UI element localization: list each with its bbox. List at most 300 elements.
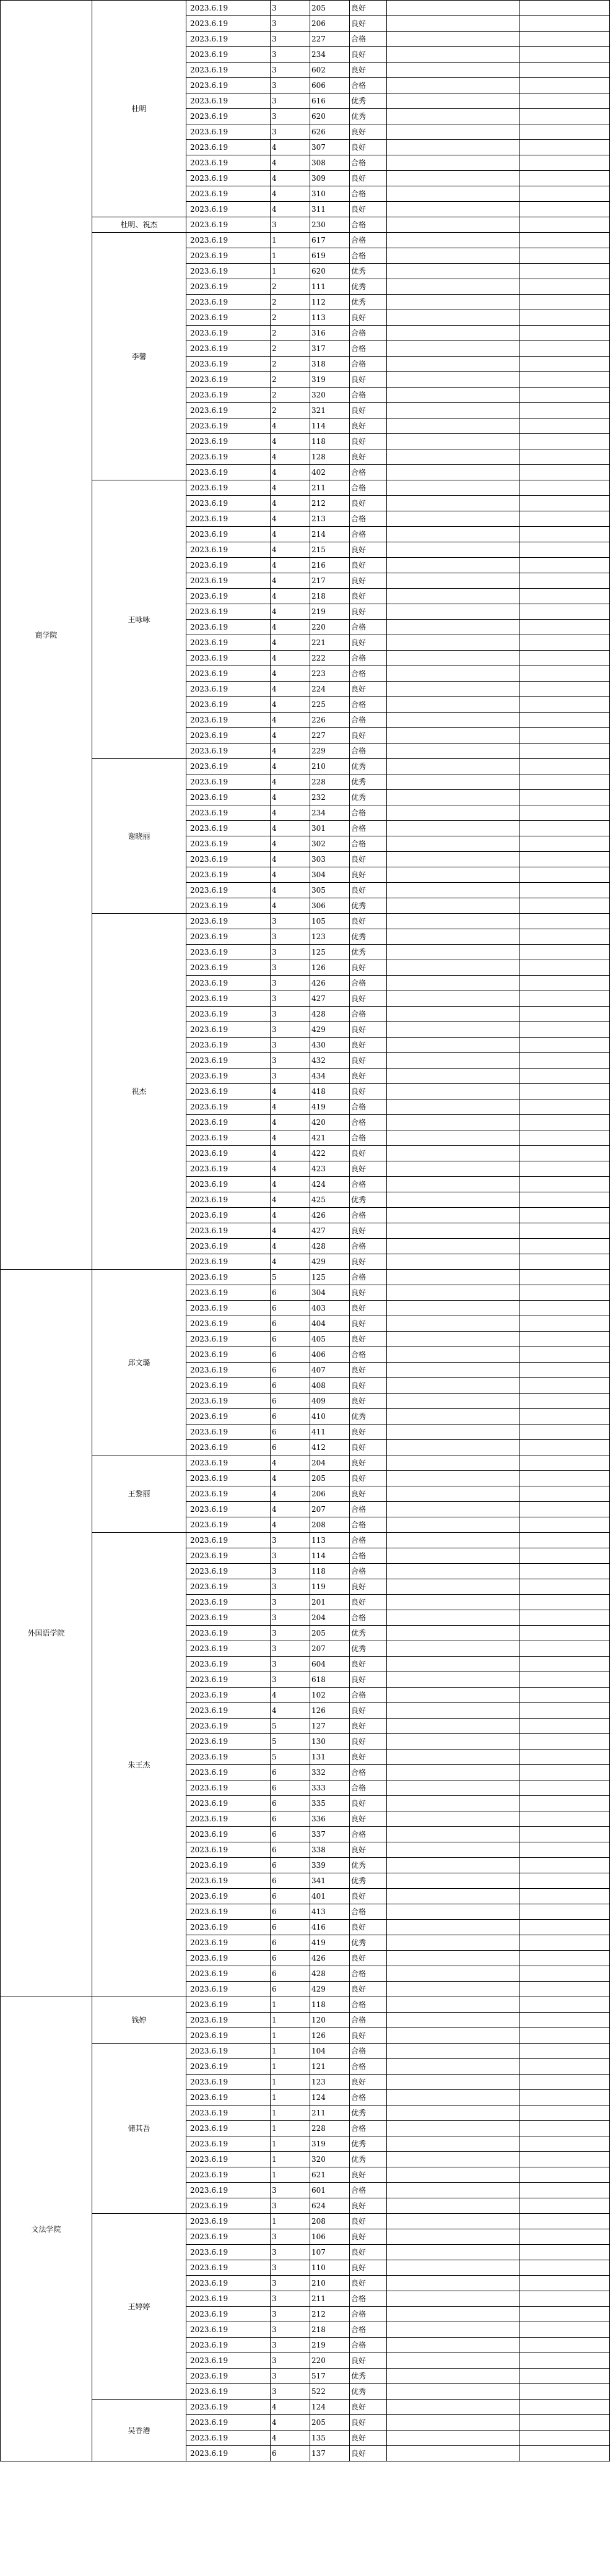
empty-cell — [387, 960, 520, 976]
rating-cell: 良好 — [350, 991, 387, 1007]
room-cell: 406 — [310, 1347, 350, 1363]
room-cell: 428 — [310, 1239, 350, 1254]
room-cell: 210 — [310, 759, 350, 774]
empty-cell — [520, 1935, 610, 1951]
date-cell: 2023.6.19 — [186, 1332, 271, 1347]
empty-cell — [520, 434, 610, 449]
date-cell: 2023.6.19 — [186, 1285, 271, 1301]
empty-cell — [387, 1889, 520, 1904]
class-period-cell: 4 — [271, 898, 310, 914]
empty-cell — [520, 1626, 610, 1641]
date-cell: 2023.6.19 — [186, 434, 271, 449]
class-period-cell: 6 — [271, 1811, 310, 1827]
rating-cell: 合格 — [350, 527, 387, 542]
class-period-cell: 6 — [271, 1363, 310, 1378]
date-cell: 2023.6.19 — [186, 1811, 271, 1827]
date-cell: 2023.6.19 — [186, 1750, 271, 1765]
empty-cell — [387, 2229, 520, 2245]
room-cell: 110 — [310, 2260, 350, 2276]
room-cell: 119 — [310, 1579, 350, 1595]
date-cell: 2023.6.19 — [186, 1038, 271, 1053]
date-cell: 2023.6.19 — [186, 1579, 271, 1595]
rating-cell: 良好 — [350, 1595, 387, 1610]
date-cell: 2023.6.19 — [186, 1053, 271, 1069]
empty-cell — [387, 449, 520, 465]
rating-cell: 合格 — [350, 1827, 387, 1842]
date-cell: 2023.6.19 — [186, 1935, 271, 1951]
date-cell: 2023.6.19 — [186, 1208, 271, 1223]
class-period-cell: 4 — [271, 2415, 310, 2431]
table-row — [1, 2400, 610, 2415]
class-period-cell: 3 — [271, 16, 310, 32]
empty-cell — [520, 1301, 610, 1316]
empty-cell — [387, 124, 520, 140]
rating-cell: 合格 — [350, 357, 387, 372]
empty-cell — [387, 2446, 520, 2461]
empty-cell — [387, 1, 520, 16]
date-cell: 2023.6.19 — [186, 310, 271, 326]
empty-cell — [520, 1007, 610, 1022]
date-cell: 2023.6.19 — [186, 744, 271, 759]
empty-cell — [520, 2307, 610, 2322]
room-cell: 420 — [310, 1115, 350, 1130]
class-period-cell: 4 — [271, 1099, 310, 1115]
rating-cell: 良好 — [350, 1486, 387, 1502]
empty-cell — [387, 1115, 520, 1130]
rating-cell: 合格 — [350, 2090, 387, 2105]
room-cell: 316 — [310, 326, 350, 341]
empty-cell — [387, 604, 520, 620]
rating-cell: 良好 — [350, 1657, 387, 1672]
empty-cell — [387, 1688, 520, 1703]
date-cell: 2023.6.19 — [186, 1394, 271, 1409]
rating-cell: 良好 — [350, 403, 387, 418]
empty-cell — [520, 1780, 610, 1796]
class-period-cell: 3 — [271, 78, 310, 93]
empty-cell — [520, 248, 610, 264]
room-cell: 301 — [310, 821, 350, 836]
empty-cell — [387, 589, 520, 604]
teacher-cell: 李馨 — [92, 233, 186, 480]
table-row — [1, 2044, 610, 2059]
date-cell: 2023.6.19 — [186, 1564, 271, 1579]
date-cell: 2023.6.19 — [186, 202, 271, 217]
empty-cell — [520, 1208, 610, 1223]
empty-cell — [520, 1811, 610, 1827]
room-cell: 336 — [310, 1811, 350, 1827]
empty-cell — [387, 233, 520, 248]
rating-cell: 良好 — [350, 1254, 387, 1270]
class-period-cell: 6 — [271, 1858, 310, 1873]
empty-cell — [387, 2415, 520, 2431]
rating-cell: 良好 — [350, 1719, 387, 1734]
empty-cell — [387, 1734, 520, 1750]
empty-cell — [387, 1130, 520, 1146]
rating-cell: 合格 — [350, 1688, 387, 1703]
empty-cell — [387, 1239, 520, 1254]
empty-cell — [387, 434, 520, 449]
empty-cell — [387, 914, 520, 929]
date-cell: 2023.6.19 — [186, 1316, 271, 1332]
rating-cell: 合格 — [350, 1130, 387, 1146]
date-cell: 2023.6.19 — [186, 774, 271, 790]
class-period-cell: 3 — [271, 945, 310, 960]
empty-cell — [520, 2136, 610, 2152]
empty-cell — [520, 1765, 610, 1780]
empty-cell — [520, 2214, 610, 2229]
rating-cell: 优秀 — [350, 109, 387, 124]
empty-cell — [520, 542, 610, 558]
empty-cell — [520, 1069, 610, 1084]
empty-cell — [387, 63, 520, 78]
empty-cell — [387, 1997, 520, 2013]
empty-cell — [520, 341, 610, 357]
room-cell: 208 — [310, 2214, 350, 2229]
empty-cell — [520, 1223, 610, 1239]
rating-cell: 良好 — [350, 434, 387, 449]
class-period-cell: 2 — [271, 388, 310, 403]
empty-cell — [520, 279, 610, 295]
empty-cell — [520, 2183, 610, 2198]
date-cell: 2023.6.19 — [186, 1502, 271, 1517]
school-cell: 商学院 — [1, 1, 92, 1270]
empty-cell — [520, 852, 610, 867]
class-period-cell: 5 — [271, 1750, 310, 1765]
empty-cell — [387, 1440, 520, 1455]
empty-cell — [387, 1208, 520, 1223]
empty-cell — [520, 774, 610, 790]
empty-cell — [387, 2167, 520, 2183]
class-period-cell: 6 — [271, 1347, 310, 1363]
empty-cell — [520, 1332, 610, 1347]
date-cell: 2023.6.19 — [186, 2245, 271, 2260]
empty-cell — [387, 1533, 520, 1548]
rating-cell: 良好 — [350, 558, 387, 573]
empty-cell — [520, 372, 610, 388]
room-cell: 332 — [310, 1765, 350, 1780]
empty-cell — [387, 1873, 520, 1889]
room-cell: 126 — [310, 960, 350, 976]
rating-cell: 良好 — [350, 1920, 387, 1935]
empty-cell — [387, 821, 520, 836]
empty-cell — [520, 1842, 610, 1858]
empty-cell — [387, 1223, 520, 1239]
class-period-cell: 3 — [271, 1610, 310, 1626]
class-period-cell: 4 — [271, 620, 310, 635]
date-cell: 2023.6.19 — [186, 1146, 271, 1161]
date-cell: 2023.6.19 — [186, 666, 271, 682]
room-cell: 626 — [310, 124, 350, 140]
room-cell: 219 — [310, 604, 350, 620]
empty-cell — [387, 805, 520, 821]
room-cell: 620 — [310, 264, 350, 279]
room-cell: 426 — [310, 976, 350, 991]
date-cell: 2023.6.19 — [186, 1626, 271, 1641]
date-cell: 2023.6.19 — [186, 2183, 271, 2198]
room-cell: 102 — [310, 1688, 350, 1703]
room-cell: 112 — [310, 295, 350, 310]
empty-cell — [387, 1316, 520, 1332]
rating-cell: 合格 — [350, 2338, 387, 2353]
class-period-cell: 6 — [271, 1765, 310, 1780]
empty-cell — [520, 1657, 610, 1672]
room-cell: 430 — [310, 1038, 350, 1053]
rating-cell: 合格 — [350, 155, 387, 171]
empty-cell — [387, 2136, 520, 2152]
class-period-cell: 4 — [271, 2400, 310, 2415]
empty-cell — [520, 1502, 610, 1517]
class-period-cell: 4 — [271, 527, 310, 542]
class-period-cell: 2 — [271, 372, 310, 388]
rating-cell: 良好 — [350, 171, 387, 186]
rating-cell: 优秀 — [350, 1858, 387, 1873]
room-cell: 621 — [310, 2167, 350, 2183]
date-cell: 2023.6.19 — [186, 1920, 271, 1935]
room-cell: 211 — [310, 480, 350, 496]
rating-cell: 良好 — [350, 1889, 387, 1904]
room-cell: 212 — [310, 2307, 350, 2322]
room-cell: 216 — [310, 558, 350, 573]
class-period-cell: 3 — [271, 217, 310, 233]
empty-cell — [387, 1920, 520, 1935]
room-cell: 424 — [310, 1177, 350, 1192]
rating-cell: 良好 — [350, 496, 387, 511]
date-cell: 2023.6.19 — [186, 1889, 271, 1904]
room-cell: 204 — [310, 1455, 350, 1471]
date-cell: 2023.6.19 — [186, 465, 271, 480]
date-cell: 2023.6.19 — [186, 109, 271, 124]
rating-cell: 合格 — [350, 697, 387, 713]
empty-cell — [387, 1966, 520, 1982]
empty-cell — [520, 821, 610, 836]
table-row — [1, 217, 610, 233]
date-cell: 2023.6.19 — [186, 2322, 271, 2338]
class-period-cell: 4 — [271, 480, 310, 496]
rating-cell: 良好 — [350, 1, 387, 16]
room-cell: 423 — [310, 1161, 350, 1177]
class-period-cell: 6 — [271, 1827, 310, 1842]
empty-cell — [520, 124, 610, 140]
empty-cell — [520, 945, 610, 960]
rating-cell: 良好 — [350, 2446, 387, 2461]
room-cell: 215 — [310, 542, 350, 558]
rating-cell: 良好 — [350, 960, 387, 976]
date-cell: 2023.6.19 — [186, 2121, 271, 2136]
rating-cell: 良好 — [350, 2245, 387, 2260]
class-period-cell: 4 — [271, 465, 310, 480]
empty-cell — [387, 357, 520, 372]
room-cell: 126 — [310, 2028, 350, 2044]
empty-cell — [520, 2338, 610, 2353]
empty-cell — [520, 1827, 610, 1842]
rating-cell: 良好 — [350, 1811, 387, 1827]
class-period-cell: 1 — [271, 2028, 310, 2044]
date-cell: 2023.6.19 — [186, 1022, 271, 1038]
empty-cell — [520, 1053, 610, 1069]
rating-cell: 良好 — [350, 1703, 387, 1719]
class-period-cell: 3 — [271, 1, 310, 16]
rating-cell: 合格 — [350, 1502, 387, 1517]
class-period-cell: 4 — [271, 171, 310, 186]
class-period-cell: 6 — [271, 1440, 310, 1455]
empty-cell — [520, 759, 610, 774]
empty-cell — [387, 883, 520, 898]
date-cell: 2023.6.19 — [186, 1951, 271, 1966]
empty-cell — [520, 511, 610, 527]
rating-cell: 良好 — [350, 1038, 387, 1053]
date-cell: 2023.6.19 — [186, 852, 271, 867]
date-cell: 2023.6.19 — [186, 32, 271, 47]
rating-cell: 良好 — [350, 1316, 387, 1332]
room-cell: 422 — [310, 1146, 350, 1161]
room-cell: 227 — [310, 32, 350, 47]
empty-cell — [520, 1703, 610, 1719]
class-period-cell: 4 — [271, 713, 310, 728]
empty-cell — [387, 697, 520, 713]
rating-cell: 合格 — [350, 1780, 387, 1796]
class-period-cell: 6 — [271, 1904, 310, 1920]
room-cell: 205 — [310, 1471, 350, 1486]
empty-cell — [520, 202, 610, 217]
rating-cell: 优秀 — [350, 898, 387, 914]
empty-cell — [387, 1765, 520, 1780]
rating-cell: 优秀 — [350, 264, 387, 279]
date-cell: 2023.6.19 — [186, 1703, 271, 1719]
date-cell: 2023.6.19 — [186, 867, 271, 883]
empty-cell — [387, 2400, 520, 2415]
date-cell: 2023.6.19 — [186, 496, 271, 511]
empty-cell — [387, 511, 520, 527]
room-cell: 419 — [310, 1935, 350, 1951]
rating-cell: 合格 — [350, 32, 387, 47]
empty-cell — [520, 2167, 610, 2183]
rating-cell: 合格 — [350, 2059, 387, 2075]
date-cell: 2023.6.19 — [186, 2338, 271, 2353]
empty-cell — [387, 93, 520, 109]
date-cell: 2023.6.19 — [186, 914, 271, 929]
empty-cell — [387, 1053, 520, 1069]
room-cell: 428 — [310, 1007, 350, 1022]
empty-cell — [520, 728, 610, 744]
empty-cell — [387, 898, 520, 914]
class-period-cell: 6 — [271, 2446, 310, 2461]
empty-cell — [520, 233, 610, 248]
empty-cell — [387, 867, 520, 883]
room-cell: 333 — [310, 1780, 350, 1796]
date-cell: 2023.6.19 — [186, 1873, 271, 1889]
empty-cell — [520, 217, 610, 233]
class-period-cell: 4 — [271, 759, 310, 774]
empty-cell — [520, 2431, 610, 2446]
class-period-cell: 6 — [271, 1409, 310, 1425]
class-period-cell: 6 — [271, 1425, 310, 1440]
date-cell: 2023.6.19 — [186, 604, 271, 620]
empty-cell — [520, 357, 610, 372]
empty-cell — [520, 2105, 610, 2121]
room-cell: 229 — [310, 744, 350, 759]
class-period-cell: 4 — [271, 1455, 310, 1471]
rating-cell: 良好 — [350, 2431, 387, 2446]
room-cell: 128 — [310, 449, 350, 465]
empty-cell — [520, 1719, 610, 1734]
date-cell: 2023.6.19 — [186, 1595, 271, 1610]
empty-cell — [520, 1316, 610, 1332]
date-cell: 2023.6.19 — [186, 511, 271, 527]
rating-cell: 优秀 — [350, 759, 387, 774]
room-cell: 335 — [310, 1796, 350, 1811]
rating-cell: 良好 — [350, 418, 387, 434]
rating-cell: 良好 — [350, 682, 387, 697]
empty-cell — [520, 1239, 610, 1254]
rating-cell: 良好 — [350, 867, 387, 883]
empty-cell — [520, 2415, 610, 2431]
empty-cell — [520, 2245, 610, 2260]
room-cell: 310 — [310, 186, 350, 202]
room-cell: 434 — [310, 1069, 350, 1084]
table-row — [1, 1997, 610, 2013]
class-period-cell: 3 — [271, 1548, 310, 1564]
room-cell: 234 — [310, 47, 350, 63]
rating-cell: 优秀 — [350, 93, 387, 109]
room-cell: 337 — [310, 1827, 350, 1842]
room-cell: 419 — [310, 1099, 350, 1115]
class-period-cell: 3 — [271, 1007, 310, 1022]
room-cell: 114 — [310, 418, 350, 434]
class-period-cell: 4 — [271, 418, 310, 434]
date-cell: 2023.6.19 — [186, 2229, 271, 2245]
class-period-cell: 4 — [271, 728, 310, 744]
empty-cell — [387, 418, 520, 434]
empty-cell — [520, 2044, 610, 2059]
room-cell: 601 — [310, 2183, 350, 2198]
room-cell: 412 — [310, 1440, 350, 1455]
empty-cell — [520, 1641, 610, 1657]
room-cell: 227 — [310, 728, 350, 744]
date-cell: 2023.6.19 — [186, 1270, 271, 1285]
class-period-cell: 4 — [271, 511, 310, 527]
rating-cell: 良好 — [350, 1146, 387, 1161]
empty-cell — [520, 1486, 610, 1502]
room-cell: 130 — [310, 1734, 350, 1750]
empty-cell — [520, 2028, 610, 2044]
date-cell: 2023.6.19 — [186, 589, 271, 604]
date-cell: 2023.6.19 — [186, 1239, 271, 1254]
room-cell: 234 — [310, 805, 350, 821]
class-period-cell: 6 — [271, 1966, 310, 1982]
rating-cell: 优秀 — [350, 1192, 387, 1208]
rating-cell: 合格 — [350, 620, 387, 635]
room-cell: 308 — [310, 155, 350, 171]
class-period-cell: 6 — [271, 1378, 310, 1394]
date-cell: 2023.6.19 — [186, 697, 271, 713]
room-cell: 604 — [310, 1657, 350, 1672]
empty-cell — [387, 1378, 520, 1394]
empty-cell — [520, 1734, 610, 1750]
class-period-cell: 4 — [271, 1115, 310, 1130]
rating-cell: 良好 — [350, 2400, 387, 2415]
empty-cell — [520, 2090, 610, 2105]
empty-cell — [520, 1347, 610, 1363]
class-period-cell: 1 — [271, 2152, 310, 2167]
date-cell: 2023.6.19 — [186, 1780, 271, 1796]
rating-cell: 优秀 — [350, 1873, 387, 1889]
empty-cell — [520, 171, 610, 186]
room-cell: 114 — [310, 1548, 350, 1564]
empty-cell — [387, 171, 520, 186]
empty-cell — [520, 496, 610, 511]
room-cell: 402 — [310, 465, 350, 480]
rating-cell: 合格 — [350, 2044, 387, 2059]
